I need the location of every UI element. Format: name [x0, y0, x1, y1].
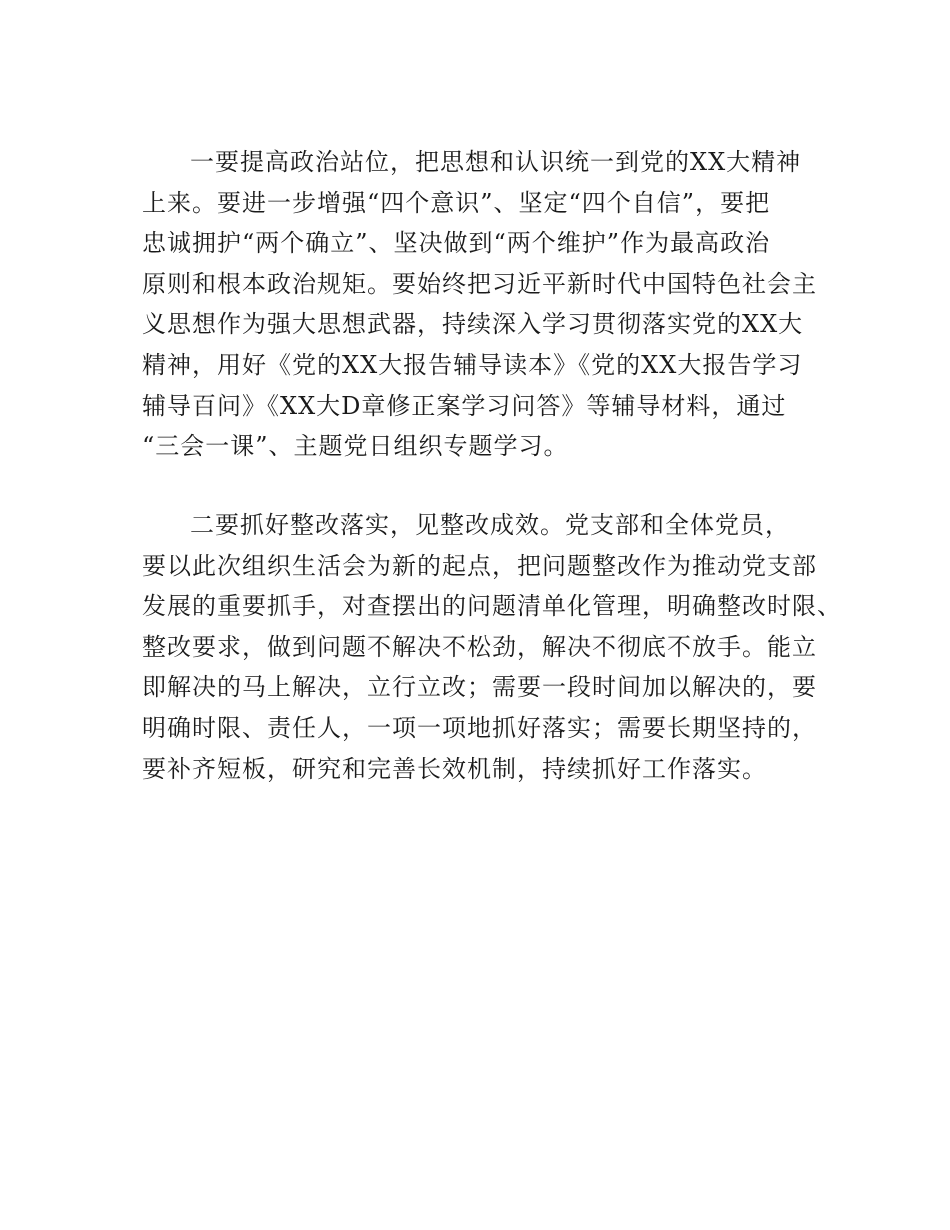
paragraph-line: 原则和根本政治规矩。要始终把习近平新时代中国特色社会主: [142, 269, 817, 298]
paragraph-line: 义思想作为强大思想武器，持续深入学习贯彻落实党的XX大: [142, 310, 804, 339]
paragraph-line: 辅导百问》《XX大D章修正案学习问答》等辅导材料，通过: [142, 391, 787, 420]
paragraph-rectification: [142, 505, 842, 789]
paragraph-line: 即解决的马上解决，立行立改；需要一段时间加以解决的，要: [142, 673, 817, 702]
paragraph-line: 一要提高政治站位，把思想和认识统一到党的XX大精神: [190, 148, 802, 176]
paragraph-political-stance: [142, 142, 842, 467]
paragraph-line: 忠诚拥护“两个确立”、坚决做到“两个维护”作为最高政治: [142, 229, 771, 258]
paragraph-line: 要补齐短板，研究和完善长效机制，持续抓好工作落实。: [142, 754, 767, 783]
paragraph-line: 上来。要进一步增强“四个意识”、坚定“四个自信”，要把: [142, 188, 771, 217]
paragraph-line: 二要抓好整改落实，见整改成效。党支部和全体党员，: [190, 511, 790, 539]
paragraph-line: “三会一课”、主题党日组织专题学习。: [142, 432, 569, 461]
paragraph-line: 要以此次组织生活会为新的起点，把问题整改作为推动党支部: [142, 551, 817, 580]
paragraph-line: 明确时限、责任人，一项一项地抓好落实；需要长期坚持的，: [142, 713, 817, 742]
paragraph-line: 发展的重要抓手，对查摆出的问题清单化管理，明确整改时限、: [142, 592, 842, 621]
paragraph-line: 整改要求，做到问题不解决不松劲，解决不彻底不放手。能立: [142, 632, 817, 661]
paragraph-line: 精神，用好《党的XX大报告辅导读本》《党的XX大报告学习: [142, 350, 803, 379]
